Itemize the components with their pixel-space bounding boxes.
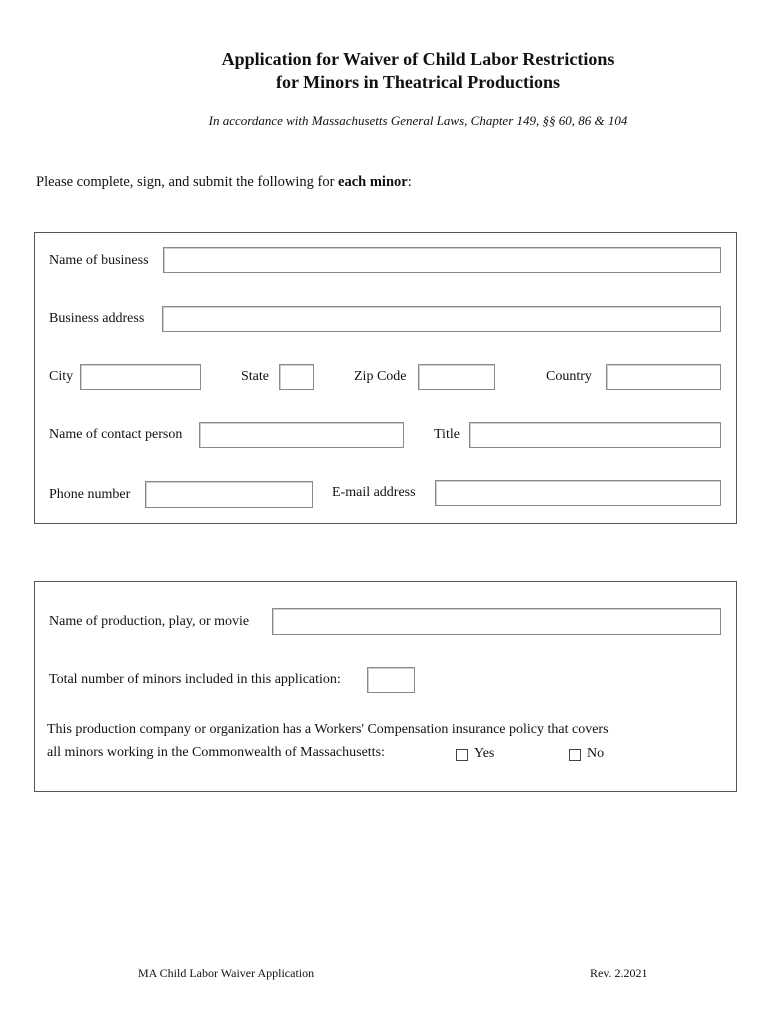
insurance-statement-line-1: This production company or organization has a Workers' Compensation insurance policy that covers <box>47 722 609 737</box>
production-name-input[interactable] <box>272 608 721 635</box>
minors-count-label: Total number of minors included in this application: <box>49 672 341 687</box>
city-input[interactable] <box>80 364 201 390</box>
state-input[interactable] <box>279 364 314 390</box>
footer-revision: Rev. 2.2021 <box>590 966 648 980</box>
business-address-input[interactable] <box>162 306 721 332</box>
production-name-label: Name of production, play, or movie <box>49 614 250 629</box>
minors-count-input[interactable] <box>367 667 415 693</box>
contact-person-input[interactable] <box>199 422 404 448</box>
phone-number-input[interactable] <box>145 481 313 508</box>
business-address-label: Business address <box>49 311 145 326</box>
city-label: City <box>49 369 74 384</box>
contact-person-label: Name of contact person <box>49 427 183 442</box>
intro-instructions <box>36 174 412 191</box>
name-of-business-label: Name of business <box>49 253 149 268</box>
title-input[interactable] <box>469 422 721 448</box>
country-input[interactable] <box>606 364 721 390</box>
intro-text: Please complete, sign, and submit the following for <box>36 174 339 190</box>
email-address-input[interactable] <box>435 480 721 506</box>
state-label: State <box>241 369 269 384</box>
intro-colon: : <box>407 174 412 190</box>
footer-form-name: MA Child Labor Waiver Application <box>138 966 315 980</box>
insurance-statement-line-2: all minors working in the Commonwealth of Massachusetts: <box>47 745 385 760</box>
form-title-line-2: for Minors in Theatrical Productions <box>275 72 560 92</box>
intro-bold-text: each minor <box>338 174 408 190</box>
country-label: Country <box>546 369 592 384</box>
form-title-line-1: Application for Waiver of Child Labor Restrictions <box>221 49 615 69</box>
no-label: No <box>587 746 605 761</box>
title-label: Title <box>434 427 460 442</box>
zip-code-label: Zip Code <box>354 369 407 384</box>
no-checkbox[interactable] <box>569 749 581 761</box>
zip-code-input[interactable] <box>418 364 495 390</box>
name-of-business-input[interactable] <box>163 247 721 273</box>
form-subtitle: In accordance with Massachusetts General Laws, Chapter 149, §§ 60, 86 & 104 <box>208 113 628 128</box>
yes-label: Yes <box>474 746 495 761</box>
phone-number-label: Phone number <box>49 487 131 502</box>
yes-checkbox[interactable] <box>456 749 468 761</box>
email-address-label: E-mail address <box>332 485 416 500</box>
